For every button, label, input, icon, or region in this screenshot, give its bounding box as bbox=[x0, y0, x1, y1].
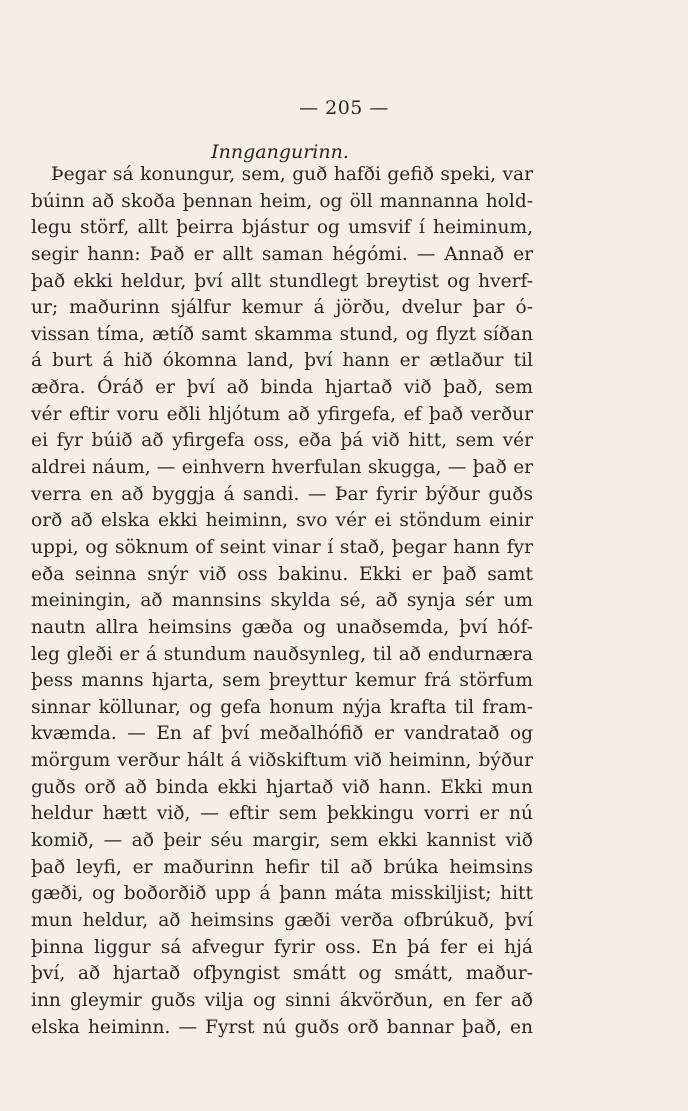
text-line: búinn að skoða þennan heim, og öll mannanna hold- bbox=[31, 190, 533, 212]
text-line: nautn allra heimsins gæða og unaðsemda, því hóf- bbox=[31, 616, 533, 638]
text-line: ei fyr búið að yfirgefa oss, eða þá við hitt, sem vér bbox=[31, 430, 533, 452]
text-line: ur; maðurinn sjálfur kemur á jörðu, dvelur þar ó- bbox=[31, 297, 533, 319]
text-line: kvæmda. — En af því meðalhófið er vandratað og bbox=[31, 723, 533, 745]
text-line: guðs orð að binda ekki hjartað við hann. Ekki mun bbox=[31, 776, 533, 798]
text-line: því, að hjartað ofþyngist smátt og smátt, maður- bbox=[31, 963, 533, 985]
text-line: það leyfi, er maðurinn hefir til að brúka heimsins bbox=[31, 856, 533, 878]
text-line: aldrei náum, — einhvern hverfulan skugga, — það er bbox=[31, 457, 533, 479]
text-line: uppi, og söknum of seint vinar í stað, þegar hann fyr bbox=[31, 536, 533, 558]
text-line: það ekki heldur, því allt stundlegt breytist og hverf- bbox=[31, 270, 533, 292]
text-line: þinna liggur sá afvegur fyrir oss. En þá fer ei hjá bbox=[31, 936, 533, 958]
text-line: elska heiminn. — Fyrst nú guðs orð bannar það, en bbox=[31, 1016, 533, 1038]
text-line: legu störf, allt þeirra bjástur og umsvif í heiminum, bbox=[31, 217, 533, 239]
text-line: vissan tíma, ætíð samt skamma stund, og flyzt síðan bbox=[31, 323, 533, 345]
text-line: komið, — að þeir séu margir, sem ekki kannist við bbox=[31, 830, 533, 852]
text-line: mörgum verður hált á viðskiftum við heiminn, býður bbox=[31, 750, 533, 772]
text-line: inn gleymir guðs vilja og sinni ákvörðun, en fer að bbox=[31, 989, 533, 1011]
section-heading: Inngangurinn. bbox=[211, 141, 349, 163]
text-line: þess manns hjarta, sem þreyttur kemur frá störfum bbox=[31, 670, 533, 692]
text-line: heldur hætt við, — eftir sem þekkingu vorri er nú bbox=[31, 803, 533, 825]
page-number: — 205 — bbox=[299, 97, 389, 119]
text-line: sinnar köllunar, og gefa honum nýja krafta til fram- bbox=[31, 696, 533, 718]
text-line: vér eftir voru eðli hljótum að yfirgefa, ef það verður bbox=[31, 403, 533, 425]
body-text bbox=[31, 162, 533, 1041]
text-line: Þegar sá konungur, sem, guð hafði gefið speki, var bbox=[51, 164, 533, 185]
text-line: segir hann: Það er allt saman hégómi. — Annað er bbox=[31, 243, 533, 265]
text-line: á burt á hið ókomna land, því hann er ætlaður til bbox=[31, 350, 533, 372]
text-line: verra en að byggja á sandi. — Þar fyrir býður guðs bbox=[31, 483, 533, 505]
text-line: leg gleði er á stundum nauðsynleg, til að endurnæra bbox=[31, 643, 533, 665]
text-line: gæði, og boðorðið upp á þann máta misskiljist; hitt bbox=[31, 883, 533, 905]
text-line: orð að elska ekki heiminn, svo vér ei stöndum einir bbox=[31, 510, 533, 532]
text-line: æðra. Óráð er því að binda hjartað við það, sem bbox=[31, 377, 533, 399]
text-line: meiningin, að mannsins skylda sé, að synja sér um bbox=[31, 590, 533, 612]
text-line: eða seinna snýr við oss bakinu. Ekki er það samt bbox=[31, 563, 533, 585]
text-line: mun heldur, að heimsins gæði verða ofbrúkuð, því bbox=[31, 909, 533, 931]
